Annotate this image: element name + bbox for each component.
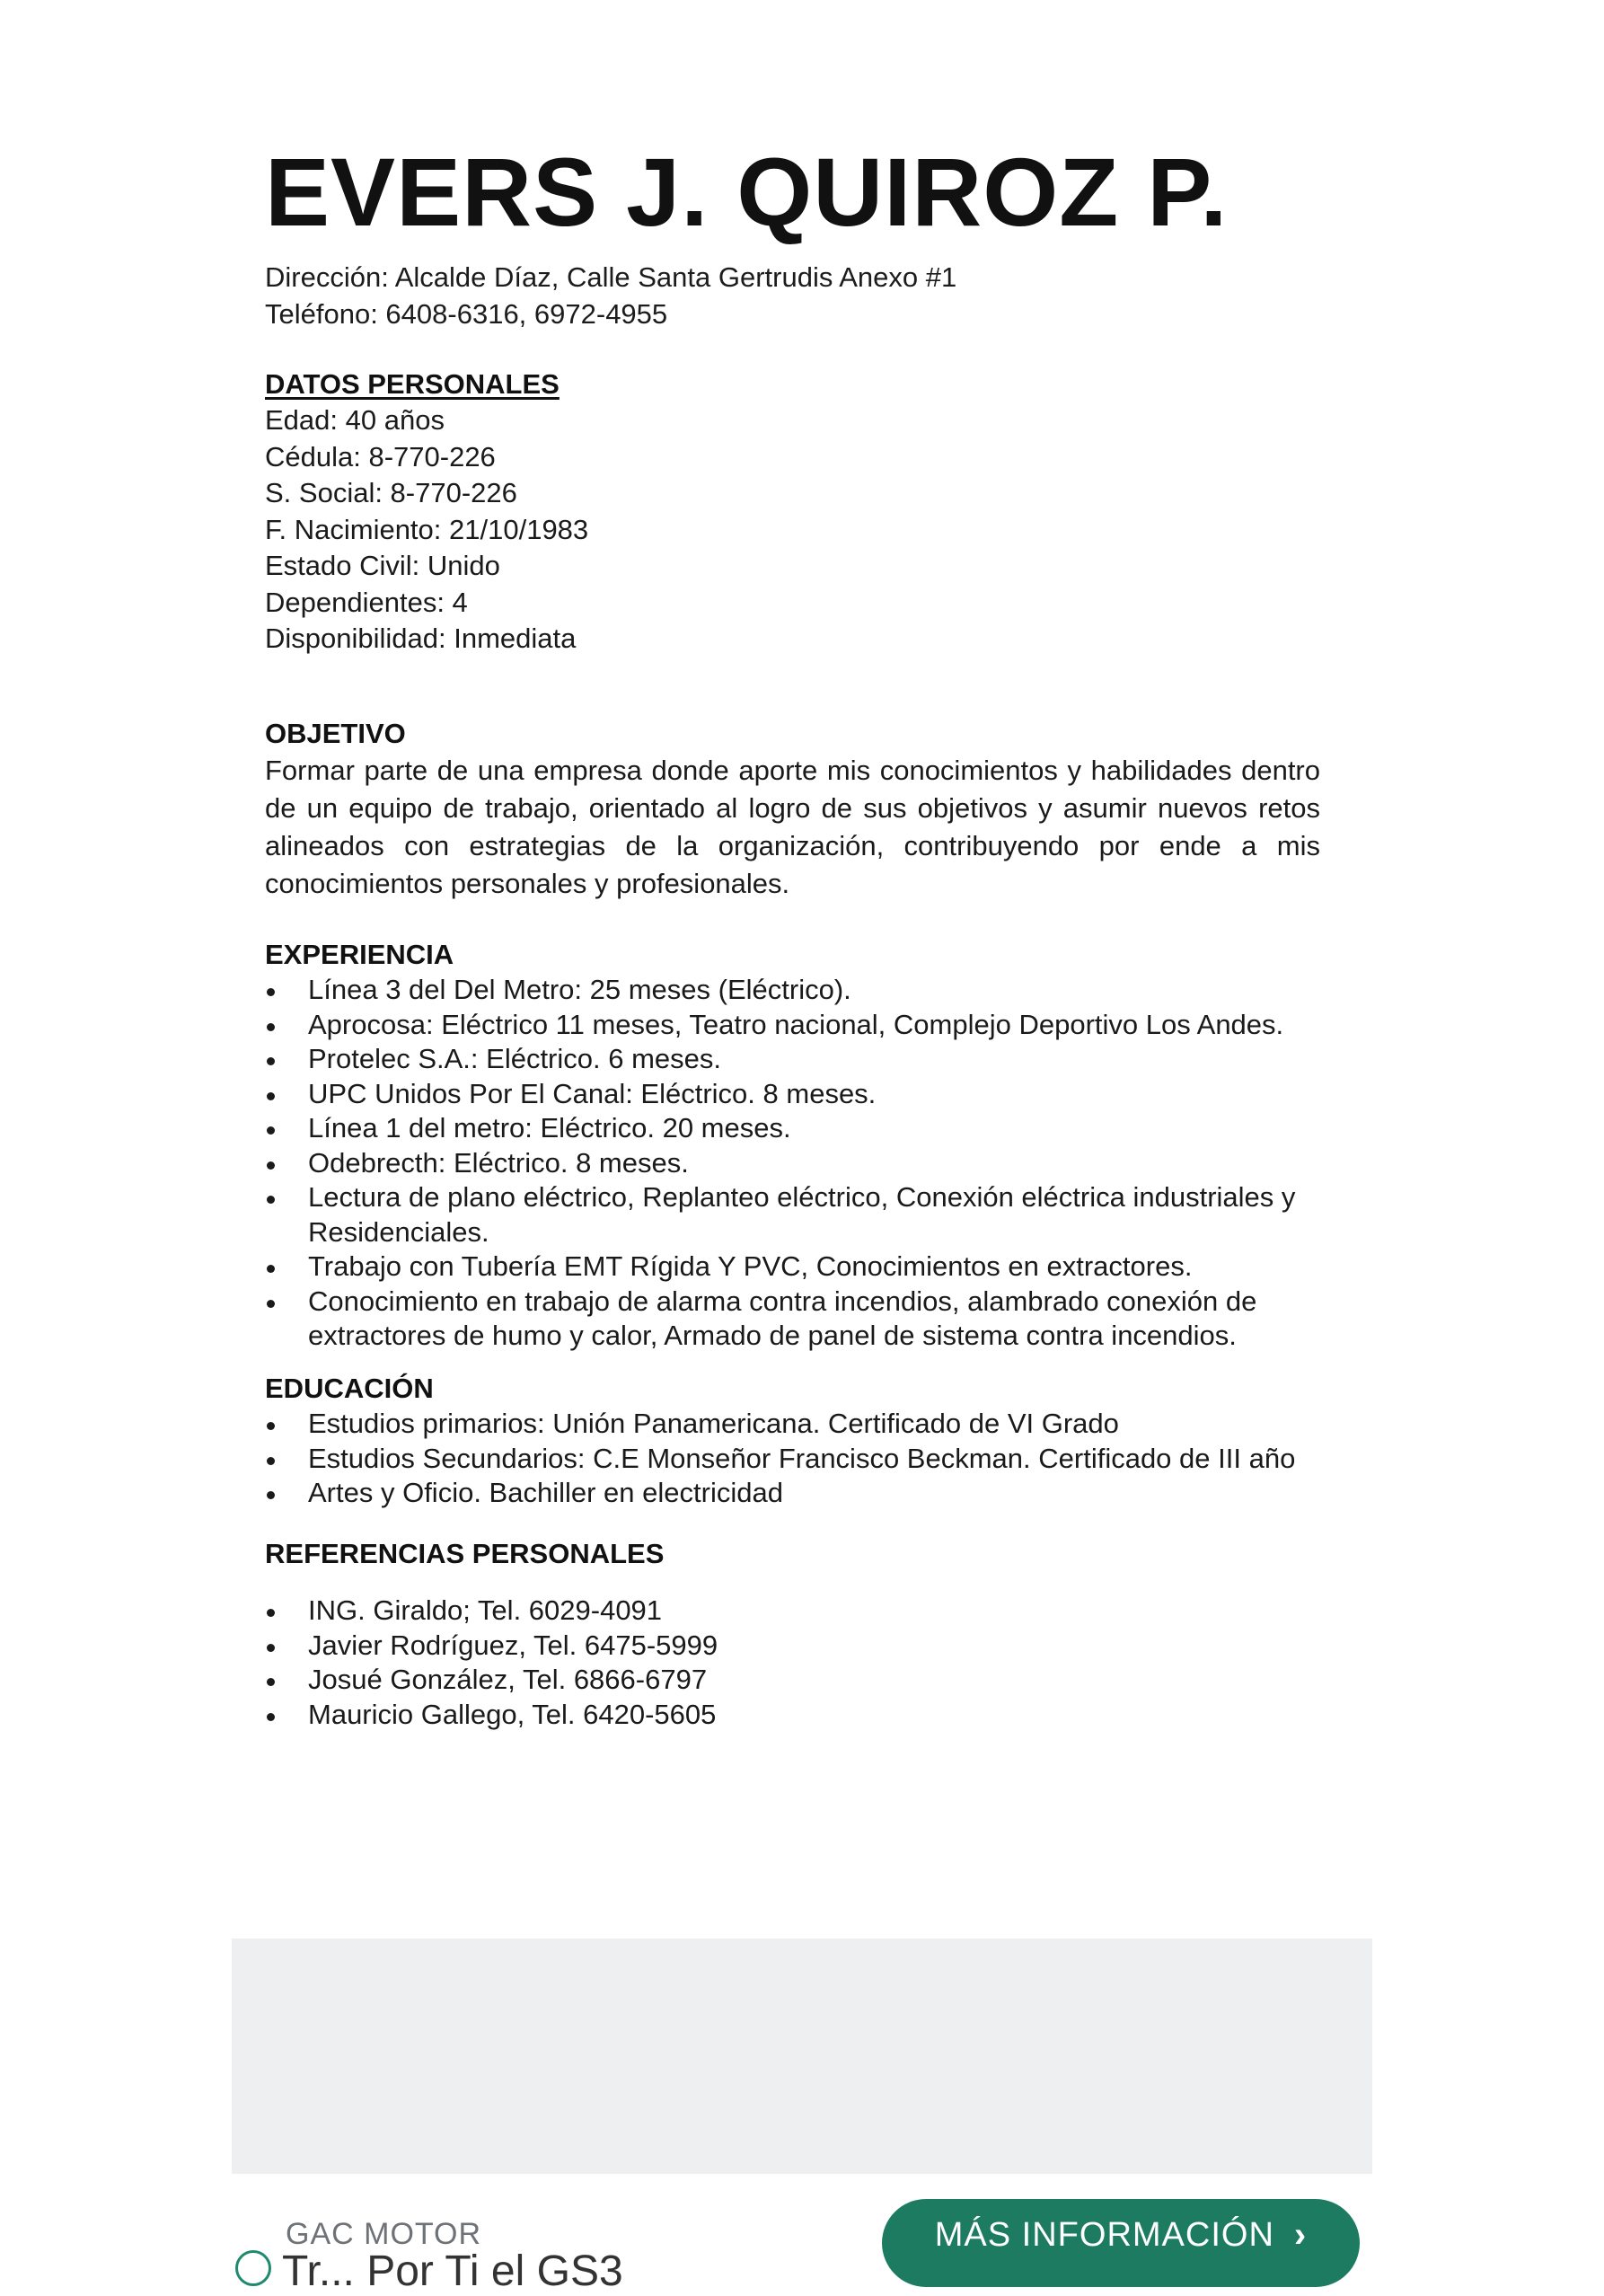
list-item: Josué González, Tel. 6866-6797 — [265, 1663, 1368, 1698]
list-item: Trabajo con Tubería EMT Rígida Y PVC, Conocimientos en extractores. — [265, 1250, 1368, 1285]
education-section — [265, 1371, 1368, 1511]
address-line: Dirección: Alcalde Díaz, Calle Santa Gertrudis Anexo #1 — [265, 261, 957, 293]
list-item: UPC Unidos Por El Canal: Eléctrico. 8 meses. — [265, 1077, 1368, 1112]
experience-heading: EXPERIENCIA — [265, 939, 454, 970]
more-info-label: MÁS INFORMACIÓN — [934, 2215, 1274, 2254]
personal-age: Edad: 40 años — [265, 404, 445, 436]
list-item: Odebrecth: Eléctrico. 8 meses. — [265, 1146, 1368, 1181]
personal-marital-status: Estado Civil: Unido — [265, 550, 500, 581]
list-item: Javier Rodríguez, Tel. 6475-5999 — [265, 1629, 1368, 1664]
personal-availability: Disponibilidad: Inmediata — [265, 623, 577, 654]
list-item: Estudios Secundarios: C.E Monseñor Francisco Beckman. Certificado de III año — [265, 1442, 1368, 1477]
objective-heading: OBJETIVO — [265, 718, 406, 749]
references-list — [265, 1594, 1368, 1732]
experience-list — [265, 973, 1368, 1354]
phone-line: Teléfono: 6408-6316, 6972-4955 — [265, 298, 668, 330]
personal-social-security: S. Social: 8-770-226 — [265, 477, 517, 508]
more-info-button[interactable] — [882, 2199, 1360, 2287]
objective-text: Formar parte de una empresa donde aporte mis conocimientos y habilidades dentro de un equipo de trabajo, orientado al logro de sus objetivos y asumir nuevos retos alineados con estrategias de la organización, contribuyendo por ende a mis conocimientos personales y profesionales. — [265, 755, 1320, 899]
ad-image-placeholder[interactable] — [232, 1938, 1372, 2174]
personal-data-heading: DATOS PERSONALES — [265, 368, 560, 400]
list-item: ING. Giraldo; Tel. 6029-4091 — [265, 1594, 1368, 1629]
personal-birthdate: F. Nacimiento: 21/10/1983 — [265, 513, 589, 545]
education-list — [265, 1407, 1368, 1511]
list-item: Lectura de plano eléctrico, Replanteo eléctrico, Conexión eléctrica industriales y Residenciales. — [265, 1180, 1368, 1250]
list-item: Aprocosa: Eléctrico 11 meses, Teatro nacional, Complejo Deportivo Los Andes. — [265, 1008, 1368, 1043]
ad-headline: Tr... Por Ti el GS3 — [282, 2247, 623, 2295]
personal-dependents: Dependientes: 4 — [265, 586, 468, 618]
ad-brand-label: GAC MOTOR — [286, 2217, 482, 2251]
references-heading: REFERENCIAS PERSONALES — [265, 1538, 665, 1569]
list-item: Conocimiento en trabajo de alarma contra incendios, alambrado conexión de extractores de humo y calor, Armado de panel de sistema contra incendios. — [265, 1285, 1368, 1354]
ad-headline-cut[interactable] — [235, 2247, 738, 2295]
list-item: Artes y Oficio. Bachiller en electricidad — [265, 1476, 1368, 1511]
list-item: Línea 1 del metro: Eléctrico. 20 meses. — [265, 1111, 1368, 1146]
contact-block — [265, 259, 956, 332]
personal-id: Cédula: 8-770-226 — [265, 440, 496, 472]
info-icon[interactable] — [235, 2250, 271, 2286]
list-item: Estudios primarios: Unión Panamericana. Certificado de VI Grado — [265, 1407, 1368, 1442]
chevron-right-icon: › — [1293, 2214, 1308, 2255]
list-item: Protelec S.A.: Eléctrico. 6 meses. — [265, 1042, 1368, 1077]
experience-section — [265, 937, 1368, 1354]
references-section — [265, 1536, 1368, 1732]
education-heading: EDUCACIÓN — [265, 1373, 434, 1404]
personal-data-section — [265, 366, 588, 658]
list-item: Mauricio Gallego, Tel. 6420-5605 — [265, 1698, 1368, 1733]
objective-section — [265, 716, 1320, 903]
list-item: Línea 3 del Del Metro: 25 meses (Eléctrico). — [265, 973, 1368, 1008]
candidate-name: EVERS J. QUIROZ P. — [265, 137, 1229, 246]
personal-data-list — [265, 402, 588, 658]
